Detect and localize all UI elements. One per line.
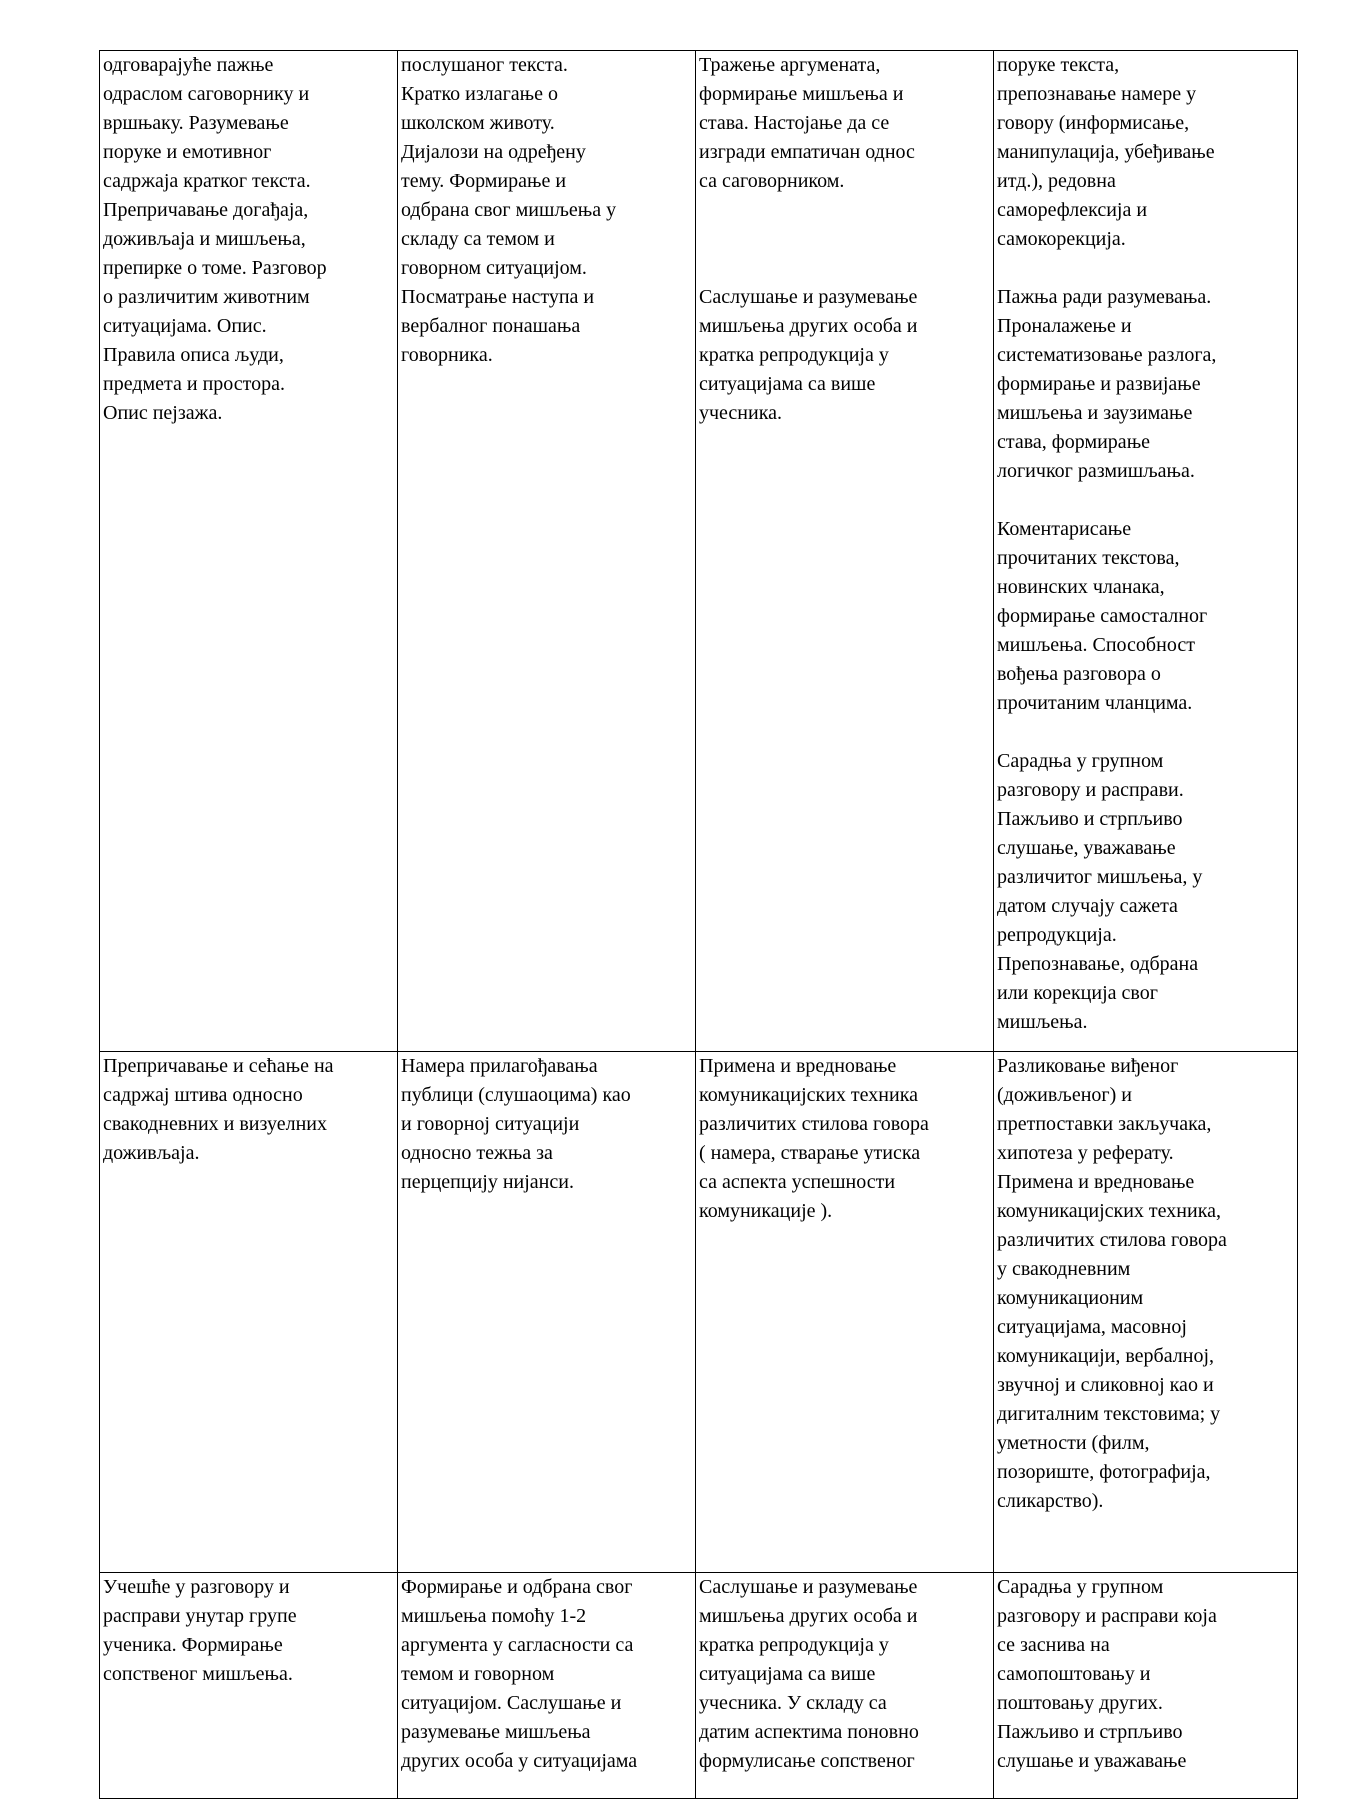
cell-paragraph: Саслушање и разумевање мишљења других особа и кратка репродукција у ситуацијама са више учесника. У складу са датим аспектима поновно формулисање сопственог — [699, 1576, 919, 1772]
table-cell — [100, 51, 398, 1052]
table-row — [100, 1573, 1298, 1799]
cell-paragraph: Учешће у разговору и расправи унутар групе ученика. Формирање сопственог мишљења. — [103, 1576, 297, 1685]
table-row — [100, 51, 1298, 1052]
table-cell — [696, 1573, 994, 1799]
cell-paragraph: Формирање и одбрана свог мишљења помоћу 1-2 аргумента у сагласности са темом и говорном ситуацијом. Саслушање и разумевање мишљења других особа у ситуацијама — [401, 1576, 638, 1772]
cell-paragraph: Примена и вредновање комуникацијских техника различитих стилова говора ( намера, стварање утиска са аспекта успешности комуникације ). — [699, 1055, 929, 1222]
table-cell — [100, 1052, 398, 1573]
table-cell — [398, 1573, 696, 1799]
cell-paragraph: Коментарисање прочитаних текстова, новинских чланака, формирање самосталног мишљења. Способност вођења разговора о прочитаним чланцима. — [997, 518, 1208, 714]
cell-paragraph: Тражење аргумената, формирање мишљења и става. Настојање да се изгради емпатичан однос са саговорником. — [699, 54, 915, 192]
table-row — [100, 1052, 1298, 1573]
cell-paragraph: Сарадња у групном разговору и расправи. Пажљиво и стрпљиво слушање, уважавање различитог мишљења, у датом случају сажета репродукција. Препознавање, одбрана или корекција свог мишљења. — [997, 750, 1203, 1033]
table-cell — [696, 51, 994, 1052]
table-cell — [696, 1052, 994, 1573]
table-cell — [994, 1052, 1298, 1573]
table-cell — [994, 1573, 1298, 1799]
table-cell — [994, 51, 1298, 1052]
curriculum-table — [99, 50, 1298, 1799]
table-cell — [398, 51, 696, 1052]
cell-paragraph: поруке текста, препознавање намере у говору (информисање, манипулација, убеђивање итд.), редовна саморефлексија и самокорекција. — [997, 54, 1215, 250]
cell-paragraph: Сарадња у групном разговору и расправи која се заснива на самопоштовању и поштовању других. Пажљиво и стрпљиво слушање и уважавање — [997, 1576, 1217, 1772]
cell-paragraph: послушаног текста. Кратко излагање о школском животу. Дијалози на одређену тему. Формирање и одбрана свог мишљења у складу са темом и говорном ситуацијом. Посматрање наступа и вербалног понашања говорника. — [401, 54, 617, 366]
cell-paragraph: Пажња ради разумевања. Проналажење и систематизовање разлога, формирање и развијање мишљења и заузимање става, формирање логичког размишљања. — [997, 286, 1217, 482]
table-cell — [398, 1052, 696, 1573]
table-cell — [100, 1573, 398, 1799]
cell-paragraph: Препричавање и сећање на садржај штива односно свакодневних и визуелних доживљаја. — [103, 1055, 334, 1164]
cell-paragraph: Намера прилагођавања публици (слушаоцима) као и говорној ситуацији односно тежња за перцепцију нијанси. — [401, 1055, 631, 1193]
cell-paragraph: Саслушање и разумевање мишљења других особа и кратка репродукција у ситуацијама са више учесника. — [699, 286, 918, 424]
cell-paragraph: Разликовање виђеног (доживљеног) и претпоставки закључака, хипотеза у реферату. Примена и вредновање комуникацијских техника, различитих стилова говора у свакодневним комуникационим ситуацијама, масовној комуникацији, вербалној, звучној и сликовној као и дигиталним текстовима; у уметности (филм, позориште, фотографија, сликарство). — [997, 1055, 1227, 1512]
cell-paragraph: одговарајуће пажње одраслом саговорнику и вршњаку. Разумевање поруке и емотивног садржаја кратког текста. Препричавање догађаја, доживљаја и мишљења, препирке о томе. Разговор о различитим животним ситуацијама. Опис. Правила описа људи, предмета и простора. Опис пејзажа. — [103, 54, 327, 424]
